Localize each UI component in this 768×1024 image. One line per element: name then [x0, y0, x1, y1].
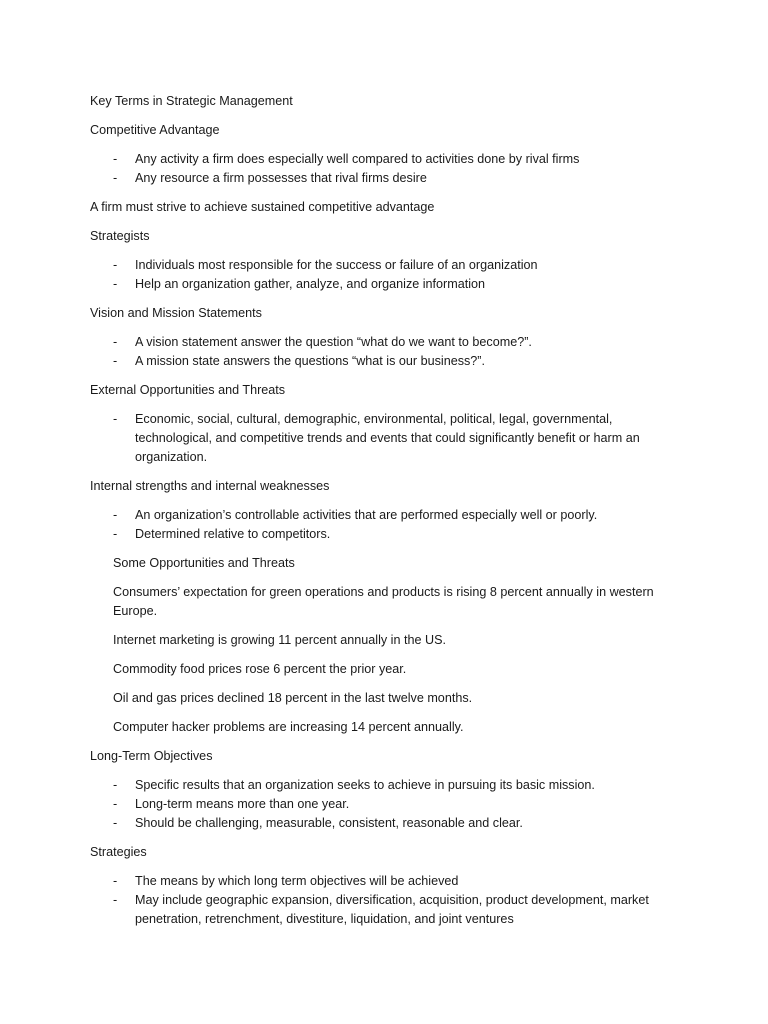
dash-list	[90, 776, 680, 833]
list-item	[90, 256, 680, 275]
paragraph: A firm must strive to achieve sustained competitive advantage	[90, 200, 435, 214]
dash-list	[90, 333, 680, 371]
list-item-text: An organization’s controllable activities that are performed especially well or poorly.	[135, 508, 598, 522]
bullet-dash: -	[113, 171, 118, 185]
list-item-text: Any activity a firm does especially well compared to activities done by rival firms	[135, 152, 580, 166]
list-item	[90, 333, 680, 352]
list-item-text: Long-term means more than one year.	[135, 797, 350, 811]
list-item	[90, 795, 680, 814]
bullet-dash: -	[113, 412, 118, 426]
dash-list	[90, 506, 680, 544]
list-item	[90, 169, 680, 188]
list-item	[90, 814, 680, 833]
dash-list	[90, 410, 680, 467]
indented-paragraph: Consumers’ expectation for green operations and products is rising 8 percent annually in western Europe.	[113, 585, 654, 618]
bullet-dash: -	[113, 152, 118, 166]
bullet-dash: -	[113, 527, 118, 541]
list-item	[90, 525, 680, 544]
list-item-text: A mission state answers the questions “what is our business?”.	[135, 354, 485, 368]
bullet-dash: -	[113, 778, 118, 792]
paragraph: Strategies	[90, 845, 147, 859]
list-item	[90, 872, 680, 891]
bullet-dash: -	[113, 354, 118, 368]
list-item	[90, 410, 680, 467]
list-item-text: The means by which long term objectives will be achieved	[135, 874, 459, 888]
paragraph: Vision and Mission Statements	[90, 306, 262, 320]
list-item-text: Any resource a firm possesses that rival firms desire	[135, 171, 427, 185]
list-item-text: Specific results that an organization seeks to achieve in pursuing its basic mission.	[135, 778, 595, 792]
list-item-text: A vision statement answer the question “what do we want to become?”.	[135, 335, 532, 349]
bullet-dash: -	[113, 816, 118, 830]
paragraph: Long-Term Objectives	[90, 749, 213, 763]
bullet-dash: -	[113, 508, 118, 522]
bullet-dash: -	[113, 277, 118, 291]
list-item-text: Economic, social, cultural, demographic, environmental, political, legal, governmental, technological, and competitive trends and events that could significantly benefit or harm an organization.	[135, 412, 640, 464]
dash-list	[90, 256, 680, 294]
list-item-text: Help an organization gather, analyze, and organize information	[135, 277, 486, 291]
list-item-text: May include geographic expansion, diversification, acquisition, product development, market penetration, retrenchment, divestiture, liquidation, and joint ventures	[135, 893, 649, 926]
paragraph: Competitive Advantage	[90, 123, 220, 137]
paragraph: Internal strengths and internal weaknesses	[90, 479, 330, 493]
list-item	[90, 506, 680, 525]
list-item-text: Individuals most responsible for the success or failure of an organization	[135, 258, 538, 272]
indented-paragraph: Some Opportunities and Threats	[113, 556, 295, 570]
list-item	[90, 891, 680, 929]
paragraph: Key Terms in Strategic Management	[90, 94, 293, 108]
indented-paragraph: Commodity food prices rose 6 percent the prior year.	[113, 662, 407, 676]
indented-paragraph: Internet marketing is growing 11 percent annually in the US.	[113, 633, 446, 647]
list-item-text: Determined relative to competitors.	[135, 527, 331, 541]
paragraph: Strategists	[90, 229, 150, 243]
bullet-dash: -	[113, 258, 118, 272]
list-item	[90, 352, 680, 371]
list-item	[90, 776, 680, 795]
list-item	[90, 150, 680, 169]
list-item-text: Should be challenging, measurable, consistent, reasonable and clear.	[135, 816, 523, 830]
bullet-dash: -	[113, 335, 118, 349]
bullet-dash: -	[113, 797, 118, 811]
indented-paragraph: Oil and gas prices declined 18 percent in the last twelve months.	[113, 691, 473, 705]
dash-list	[90, 872, 680, 929]
bullet-dash: -	[113, 874, 118, 888]
dash-list	[90, 150, 680, 188]
list-item	[90, 275, 680, 294]
paragraph: External Opportunities and Threats	[90, 383, 286, 397]
document-body	[90, 92, 680, 939]
indented-paragraph: Computer hacker problems are increasing 14 percent annually.	[113, 720, 464, 734]
bullet-dash: -	[113, 893, 118, 907]
